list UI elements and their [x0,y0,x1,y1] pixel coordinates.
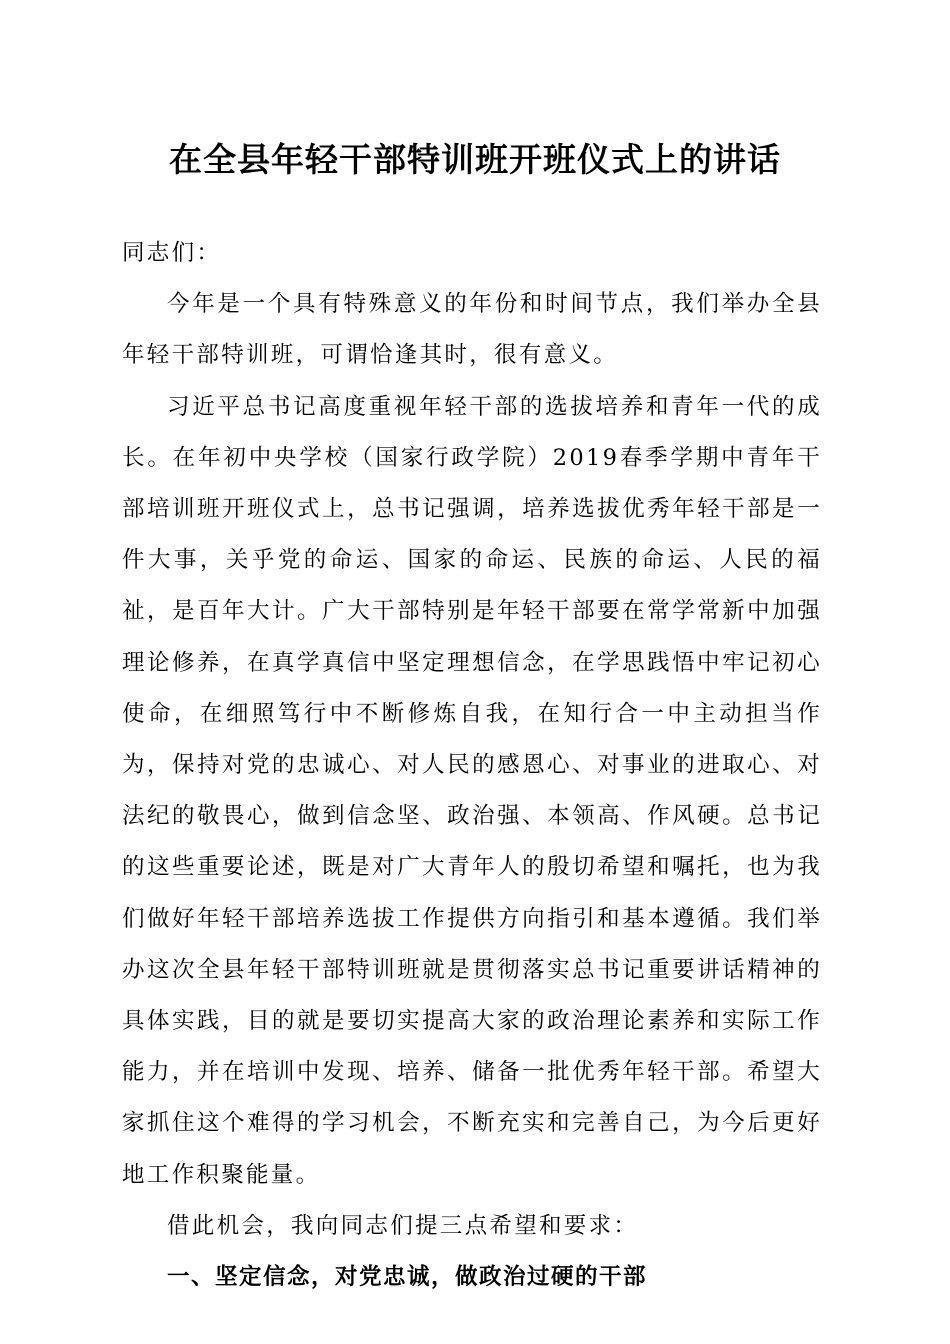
document-title: 在全县年轻干部特训班开班仪式上的讲话 [169,140,781,179]
paragraph-intro: 今年是一个具有特殊意义的年份和时间节点，我们举办全县年轻干部特训班，可谓恰逢其时，很有意义。 [122,291,822,369]
salutation: 同志们： [122,240,222,266]
paragraph-transition: 借此机会，我向同志们提三点希望和要求： [167,1212,639,1239]
document-body [122,228,822,1303]
paragraph-main: 习近平总书记高度重视年轻干部的选拔培养和青年一代的成长。在年初中央学校（国家行政学院）2019春季学期中青年干部培训班开班仪式上，总书记强调，培养选拔优秀年轻干部是一件大事，关乎党的命运、国家的命运、民族的命运、人民的福祉，是百年大计。广大干部特别是年轻干部要在常学常新中加强理论修养，在真学真信中坚定理想信念，在学思践悟中牢记初心使命，在细照笃行中不断修炼自我，在知行合一中主动担当作为，保持对党的忠诚心、对人民的感恩心、对事业的进取心、对法纪的敬畏心，做到信念坚、政治强、本领高、作风硬。总书记的这些重要论述，既是对广大青年人的殷切希望和嘱托，也为我们做好年轻干部培养选拔工作提供方向指引和基本遵循。我们举办这次全县年轻干部特训班就是贯彻落实总书记重要讲话精神的具体实践，目的就是要切实提高大家的政治理论素养和实际工作能力，并在培训中发现、培养、储备一批优秀年轻干部。希望大家抓住这个难得的学习机会，不断充实和完善自己，为今后更好地工作积聚能量。 [122,393,822,1188]
section-heading: 一、坚定信念，对党忠诚，做政治过硬的干部 [167,1264,648,1291]
